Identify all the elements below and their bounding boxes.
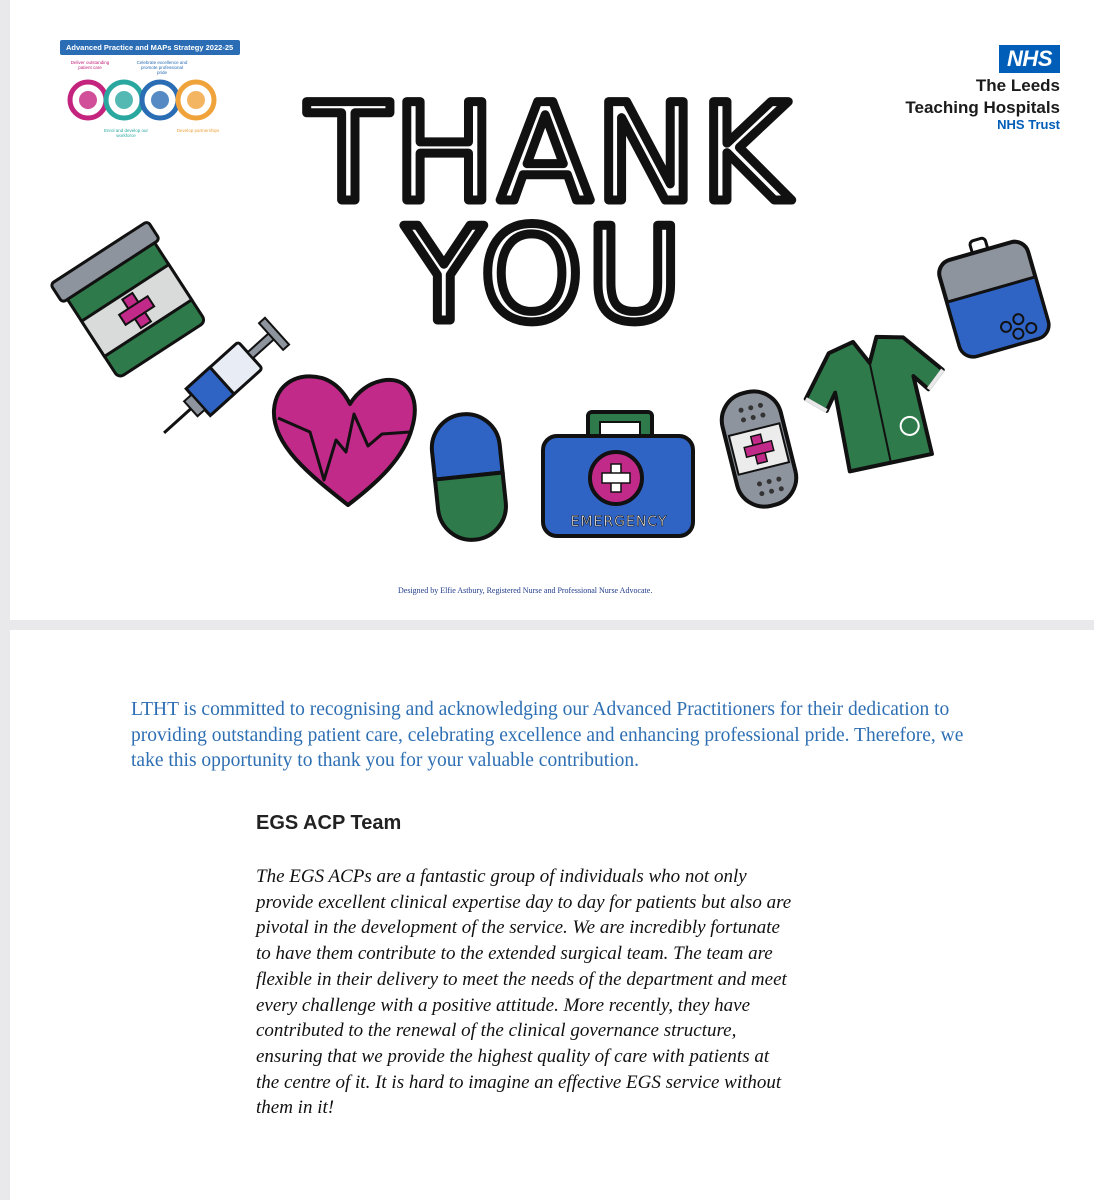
capsule-pill-icon [428, 411, 509, 543]
org-trust: NHS Trust [997, 117, 1060, 132]
thank-text: THANK [307, 75, 793, 232]
heart-icon [274, 376, 415, 505]
pillar-label: Enrol and develop our workforce [103, 128, 149, 138]
thank-you-card [10, 0, 1094, 620]
org-name-line1: The Leeds [975, 76, 1060, 95]
designer-credit: Designed by Elfie Astbury, Registered Nurse and Professional Nurse Advocate. [398, 586, 653, 595]
acknowledgement-letter [10, 630, 1094, 1200]
nurse-tunic-icon [796, 325, 959, 477]
emergency-kit-icon [543, 412, 693, 536]
kit-label: EMERGENCY [570, 514, 668, 530]
medicine-bottle-icon [50, 221, 210, 381]
thank-you-illustration [10, 0, 1094, 620]
team-title: EGS ACP Team [256, 812, 402, 834]
pillar-label: Develop partnerships [176, 128, 220, 133]
iv-bag-icon [933, 227, 1052, 360]
pillar-label: Deliver outstanding patient care [70, 60, 110, 70]
pillar-label: Celebrate excellence and promote professional pride [136, 60, 188, 75]
strategy-banner: Advanced Practice and MAPs Strategy 2022-25 [60, 40, 240, 55]
plaster-icon [716, 385, 802, 512]
intro-paragraph: LTHT is committed to recognising and acknowledging our Advanced Practitioners for their dedication to providing outstanding patient care, celebrating excellence and enhancing professional pride. Therefore, we take this opportunity to thank you for your valuable contribution. [131, 699, 964, 771]
nhs-logo: NHS [999, 45, 1060, 73]
you-text: YOU [404, 199, 686, 351]
org-name-line2: Teaching Hospitals [905, 98, 1060, 117]
team-description: The EGS ACPs are a fantastic group of individuals who not only provide excellent clinical expertise day to day for patients but also are pivotal in the development of the service. We are incredibly fortunate to have them contribute to the extended surgical team. The team are flexible in their delivery to meet the needs of the department and meet every challenge with a positive attitude. More recently, they have contributed to the renewal of the clinical governance structure, ensuring that we provide the highest quality of care with patients at the centre of it. It is hard to imagine an effective EGS service without them in it! [256, 866, 792, 1119]
